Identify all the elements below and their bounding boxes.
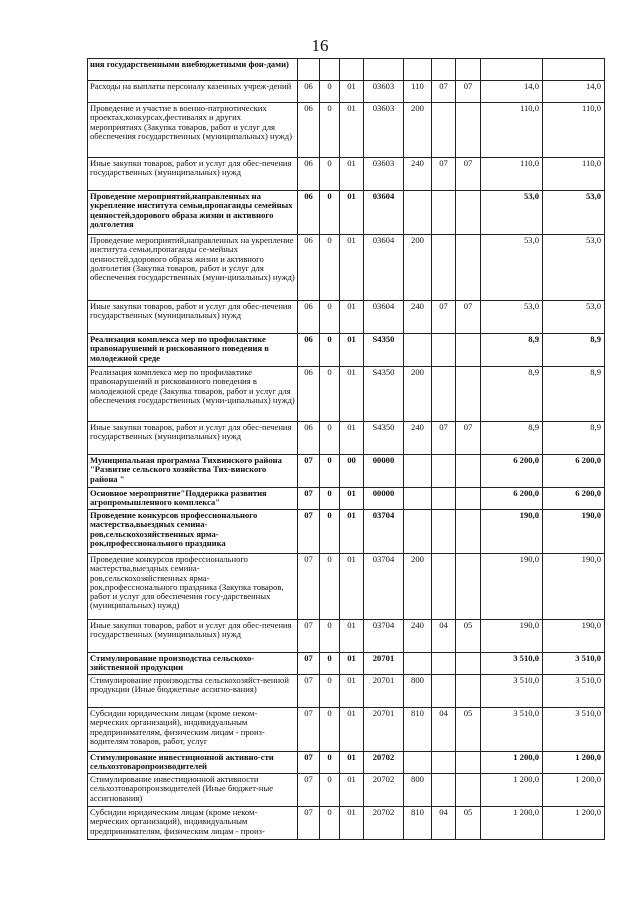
row-value-2: 6 200,0 bbox=[543, 488, 605, 510]
row-value-1: 110,0 bbox=[481, 158, 543, 191]
row-value-2: 8,9 bbox=[543, 367, 605, 422]
row-pr bbox=[456, 488, 481, 510]
row-value-2: 1 200,0 bbox=[543, 752, 605, 774]
row-pr bbox=[456, 334, 481, 367]
row-value-1 bbox=[481, 59, 543, 81]
table-row bbox=[88, 752, 605, 774]
row-pr bbox=[456, 103, 481, 158]
row-value-2: 1 200,0 bbox=[543, 807, 605, 840]
row-name: Расходы на выплаты персоналу казенных учреж-дений bbox=[88, 81, 298, 103]
row-value-2: 53,0 bbox=[543, 191, 605, 235]
row-sub-b: 01 bbox=[340, 334, 364, 367]
row-sub-b: 01 bbox=[340, 554, 364, 620]
row-expense-type bbox=[404, 488, 432, 510]
row-section: 06 bbox=[298, 191, 320, 235]
row-value-2: 110,0 bbox=[543, 103, 605, 158]
row-rz bbox=[432, 59, 456, 81]
table-row bbox=[88, 235, 605, 301]
row-expense-type bbox=[404, 510, 432, 554]
row-sub-b: 01 bbox=[340, 708, 364, 752]
row-rz bbox=[432, 191, 456, 235]
row-sub-b: 01 bbox=[340, 653, 364, 675]
row-value-2: 53,0 bbox=[543, 301, 605, 334]
row-code: 00000 bbox=[364, 455, 404, 488]
row-sub-b: 01 bbox=[340, 235, 364, 301]
row-code bbox=[364, 59, 404, 81]
row-name: Реализация комплекса мер по профилактике правонарушений и рискованного поведения в молодежной среде bbox=[88, 334, 298, 367]
row-value-2: 3 510,0 bbox=[543, 708, 605, 752]
row-section: 06 bbox=[298, 422, 320, 455]
row-pr: 05 bbox=[456, 620, 481, 653]
row-expense-type bbox=[404, 653, 432, 675]
row-section: 06 bbox=[298, 235, 320, 301]
row-rz bbox=[432, 488, 456, 510]
table-row bbox=[88, 158, 605, 191]
row-sub-b: 01 bbox=[340, 103, 364, 158]
row-value-2: 8,9 bbox=[543, 422, 605, 455]
row-value-1: 3 510,0 bbox=[481, 675, 543, 708]
row-rz bbox=[432, 103, 456, 158]
row-sub-b: 01 bbox=[340, 488, 364, 510]
row-value-1: 1 200,0 bbox=[481, 752, 543, 774]
table-row bbox=[88, 774, 605, 807]
budget-table bbox=[87, 58, 605, 840]
row-expense-type: 200 bbox=[404, 554, 432, 620]
row-sub-a: 0 bbox=[320, 367, 340, 422]
table-row bbox=[88, 301, 605, 334]
row-sub-b: 01 bbox=[340, 675, 364, 708]
row-value-1: 3 510,0 bbox=[481, 653, 543, 675]
row-value-2: 6 200,0 bbox=[543, 455, 605, 488]
row-sub-a bbox=[320, 59, 340, 81]
row-value-2: 190,0 bbox=[543, 554, 605, 620]
row-sub-b bbox=[340, 59, 364, 81]
row-name: Иные закупки товаров, работ и услуг для обес-печения государственных (муниципальных) нужд bbox=[88, 620, 298, 653]
row-value-2: 8,9 bbox=[543, 334, 605, 367]
row-expense-type: 240 bbox=[404, 158, 432, 191]
row-pr bbox=[456, 235, 481, 301]
row-rz: 07 bbox=[432, 158, 456, 191]
table-row bbox=[88, 510, 605, 554]
row-value-2 bbox=[543, 59, 605, 81]
row-rz bbox=[432, 367, 456, 422]
row-pr bbox=[456, 653, 481, 675]
row-value-1: 8,9 bbox=[481, 334, 543, 367]
row-expense-type: 240 bbox=[404, 620, 432, 653]
row-code: 03603 bbox=[364, 81, 404, 103]
table-row bbox=[88, 367, 605, 422]
row-sub-a: 0 bbox=[320, 235, 340, 301]
row-section: 07 bbox=[298, 455, 320, 488]
row-value-1: 8,9 bbox=[481, 367, 543, 422]
row-expense-type bbox=[404, 59, 432, 81]
row-expense-type: 110 bbox=[404, 81, 432, 103]
row-code: S4350 bbox=[364, 367, 404, 422]
row-pr bbox=[456, 675, 481, 708]
row-code: 03704 bbox=[364, 510, 404, 554]
row-expense-type: 810 bbox=[404, 708, 432, 752]
row-value-2: 14,0 bbox=[543, 81, 605, 103]
row-code: S4350 bbox=[364, 334, 404, 367]
row-code: 03604 bbox=[364, 191, 404, 235]
row-section bbox=[298, 59, 320, 81]
row-value-2: 190,0 bbox=[543, 620, 605, 653]
row-name: Субсидии юридическим лицам (кроме неком-мерческих организаций), индивидуальным предпринимателям, физическим лицам - произ- bbox=[88, 807, 298, 840]
table-row bbox=[88, 103, 605, 158]
row-sub-b: 01 bbox=[340, 807, 364, 840]
row-sub-b: 01 bbox=[340, 301, 364, 334]
row-rz bbox=[432, 510, 456, 554]
row-name: Основное мероприятие"Поддержка развития агропромышленного комплекса" bbox=[88, 488, 298, 510]
row-value-2: 1 200,0 bbox=[543, 774, 605, 807]
table-row bbox=[88, 675, 605, 708]
table-row bbox=[88, 807, 605, 840]
table-row bbox=[88, 81, 605, 103]
row-section: 07 bbox=[298, 653, 320, 675]
row-rz bbox=[432, 455, 456, 488]
row-sub-a: 0 bbox=[320, 81, 340, 103]
table-row bbox=[88, 554, 605, 620]
row-value-2: 190,0 bbox=[543, 510, 605, 554]
row-rz: 04 bbox=[432, 620, 456, 653]
row-sub-a: 0 bbox=[320, 774, 340, 807]
row-name: Субсидии юридическим лицам (кроме неком-мерческих организаций), индивидуальным предпринимателям, физическим лицам - произ-водителям товаров, работ, услуг bbox=[88, 708, 298, 752]
row-sub-a: 0 bbox=[320, 191, 340, 235]
row-section: 07 bbox=[298, 807, 320, 840]
row-expense-type bbox=[404, 191, 432, 235]
row-sub-a: 0 bbox=[320, 554, 340, 620]
row-expense-type: 200 bbox=[404, 367, 432, 422]
row-sub-b: 01 bbox=[340, 158, 364, 191]
row-rz bbox=[432, 774, 456, 807]
row-pr: 07 bbox=[456, 422, 481, 455]
row-sub-a: 0 bbox=[320, 752, 340, 774]
row-code: 03604 bbox=[364, 235, 404, 301]
row-sub-b: 01 bbox=[340, 510, 364, 554]
row-pr: 07 bbox=[456, 81, 481, 103]
row-expense-type: 800 bbox=[404, 774, 432, 807]
row-section: 07 bbox=[298, 675, 320, 708]
row-value-2: 110,0 bbox=[543, 158, 605, 191]
row-sub-b: 01 bbox=[340, 774, 364, 807]
row-sub-b: 01 bbox=[340, 620, 364, 653]
row-value-1: 190,0 bbox=[481, 510, 543, 554]
row-pr bbox=[456, 367, 481, 422]
row-expense-type: 200 bbox=[404, 103, 432, 158]
row-expense-type bbox=[404, 752, 432, 774]
row-pr: 05 bbox=[456, 807, 481, 840]
row-sub-a: 0 bbox=[320, 807, 340, 840]
row-name: Проведение мероприятий,направленных на укрепление института семьи,пропаганды семейных ценностей,здорового образа жизни и активного долголетия bbox=[88, 191, 298, 235]
row-name: Стимулирование производства сельскохо-зяйственной продукции bbox=[88, 653, 298, 675]
row-section: 07 bbox=[298, 708, 320, 752]
row-rz bbox=[432, 675, 456, 708]
table-row bbox=[88, 653, 605, 675]
row-rz bbox=[432, 653, 456, 675]
row-expense-type: 800 bbox=[404, 675, 432, 708]
row-rz: 07 bbox=[432, 81, 456, 103]
row-code: 20702 bbox=[364, 774, 404, 807]
row-expense-type bbox=[404, 455, 432, 488]
row-sub-a: 0 bbox=[320, 708, 340, 752]
row-name: Проведение конкурсов профессионального мастерства,выездных семина-ров,сельскохозяйственных ярма-рок,профессионального праздника (Закупка товаров, работ и услуг для обеспечения госу-дарственных (муниципальных) нужд) bbox=[88, 554, 298, 620]
row-pr: 07 bbox=[456, 301, 481, 334]
row-value-1: 8,9 bbox=[481, 422, 543, 455]
row-name: Стимулирование инвестиционной активно-сти сельхозтоваропроизводителей bbox=[88, 752, 298, 774]
row-sub-b: 01 bbox=[340, 81, 364, 103]
table-row bbox=[88, 191, 605, 235]
row-expense-type: 240 bbox=[404, 422, 432, 455]
row-value-2: 3 510,0 bbox=[543, 653, 605, 675]
row-sub-a: 0 bbox=[320, 620, 340, 653]
row-section: 06 bbox=[298, 367, 320, 422]
row-section: 06 bbox=[298, 158, 320, 191]
row-sub-a: 0 bbox=[320, 510, 340, 554]
row-rz bbox=[432, 554, 456, 620]
row-value-1: 14,0 bbox=[481, 81, 543, 103]
row-code: S4350 bbox=[364, 422, 404, 455]
row-value-2: 3 510,0 bbox=[543, 675, 605, 708]
row-sub-b: 01 bbox=[340, 191, 364, 235]
row-value-1: 3 510,0 bbox=[481, 708, 543, 752]
row-pr bbox=[456, 191, 481, 235]
row-sub-a: 0 bbox=[320, 675, 340, 708]
row-sub-a: 0 bbox=[320, 103, 340, 158]
row-name: Проведение и участие в военно-патриотических проектах,конкурсах,фестивалях и других мероприятиях (Закупка товаров, работ и услуг для обеспечения государственных (муниципальных) нужд) bbox=[88, 103, 298, 158]
row-value-1: 6 200,0 bbox=[481, 455, 543, 488]
row-pr: 05 bbox=[456, 708, 481, 752]
row-value-1: 190,0 bbox=[481, 554, 543, 620]
row-value-1: 1 200,0 bbox=[481, 774, 543, 807]
row-rz bbox=[432, 334, 456, 367]
table-row bbox=[88, 334, 605, 367]
row-code: 03603 bbox=[364, 158, 404, 191]
row-code: 03704 bbox=[364, 554, 404, 620]
row-section: 07 bbox=[298, 620, 320, 653]
row-expense-type: 200 bbox=[404, 235, 432, 301]
row-rz: 07 bbox=[432, 422, 456, 455]
row-expense-type: 810 bbox=[404, 807, 432, 840]
row-name: Стимулирование инвестиционной активности сельхозтоваропроизводителей (Иные бюджет-ные ассигнования) bbox=[88, 774, 298, 807]
row-code: 20702 bbox=[364, 752, 404, 774]
row-sub-a: 0 bbox=[320, 301, 340, 334]
row-expense-type: 240 bbox=[404, 301, 432, 334]
row-value-1: 6 200,0 bbox=[481, 488, 543, 510]
row-sub-a: 0 bbox=[320, 653, 340, 675]
row-pr bbox=[456, 59, 481, 81]
row-section: 06 bbox=[298, 334, 320, 367]
row-sub-a: 0 bbox=[320, 422, 340, 455]
row-rz bbox=[432, 752, 456, 774]
row-value-1: 1 200,0 bbox=[481, 807, 543, 840]
row-section: 07 bbox=[298, 488, 320, 510]
row-code: 20702 bbox=[364, 807, 404, 840]
row-pr bbox=[456, 455, 481, 488]
row-section: 06 bbox=[298, 301, 320, 334]
table-row bbox=[88, 708, 605, 752]
row-rz: 04 bbox=[432, 807, 456, 840]
row-sub-b: 01 bbox=[340, 752, 364, 774]
row-value-1: 53,0 bbox=[481, 235, 543, 301]
row-value-1: 110,0 bbox=[481, 103, 543, 158]
row-pr bbox=[456, 554, 481, 620]
row-sub-b: 00 bbox=[340, 455, 364, 488]
row-sub-b: 01 bbox=[340, 422, 364, 455]
row-sub-a: 0 bbox=[320, 455, 340, 488]
table-row bbox=[88, 422, 605, 455]
table-row bbox=[88, 620, 605, 653]
page-number: 16 bbox=[311, 36, 329, 55]
row-expense-type bbox=[404, 334, 432, 367]
row-name: Иные закупки товаров, работ и услуг для обес-печения государственных (муниципальных) нужд bbox=[88, 422, 298, 455]
row-section: 07 bbox=[298, 510, 320, 554]
row-rz: 07 bbox=[432, 301, 456, 334]
row-pr bbox=[456, 774, 481, 807]
row-name: Иные закупки товаров, работ и услуг для обес-печения государственных (муниципальных) нужд bbox=[88, 158, 298, 191]
row-code: 20701 bbox=[364, 708, 404, 752]
row-section: 07 bbox=[298, 774, 320, 807]
row-rz: 04 bbox=[432, 708, 456, 752]
row-name: Стимулирование производства сельскохозяйст-венной продукции (Иные бюджетные ассигно-вания) bbox=[88, 675, 298, 708]
row-value-1: 53,0 bbox=[481, 191, 543, 235]
row-pr: 07 bbox=[456, 158, 481, 191]
row-pr bbox=[456, 752, 481, 774]
row-name: Проведение конкурсов профессионального мастерства,выездных семина-ров,сельскохозяйственных ярма-рок,профессионального праздника bbox=[88, 510, 298, 554]
row-name: Проведение мероприятий,направленных на укрепление института семьи,пропаганды се-мейных ценностей,здорового образа жизни и активного долголетия (Закупка товаров, работ и услуг для обеспечения государственных (муни-ципальных) нужд) bbox=[88, 235, 298, 301]
row-section: 07 bbox=[298, 554, 320, 620]
row-value-1: 190,0 bbox=[481, 620, 543, 653]
row-name: Муниципальная программа Тихвинского района "Развитие сельского хозяйства Тих-винского района " bbox=[88, 455, 298, 488]
row-name: ния государственными внебюджетными фон-дами) bbox=[88, 59, 298, 81]
row-value-1: 53,0 bbox=[481, 301, 543, 334]
table-row bbox=[88, 488, 605, 510]
row-sub-a: 0 bbox=[320, 158, 340, 191]
row-pr bbox=[456, 510, 481, 554]
table-row bbox=[88, 59, 605, 81]
row-sub-a: 0 bbox=[320, 334, 340, 367]
row-code: 20701 bbox=[364, 653, 404, 675]
row-section: 06 bbox=[298, 103, 320, 158]
row-code: 03604 bbox=[364, 301, 404, 334]
row-value-2: 53,0 bbox=[543, 235, 605, 301]
row-sub-b: 01 bbox=[340, 367, 364, 422]
row-section: 06 bbox=[298, 81, 320, 103]
row-code: 00000 bbox=[364, 488, 404, 510]
row-name: Реализация комплекса мер по профилактике правонарушений и рискованного поведения в молодежной среде (Закупка товаров, работ и услуг для обеспечения государственных (муни-ципальных) нужд) bbox=[88, 367, 298, 422]
row-code: 03603 bbox=[364, 103, 404, 158]
table-row bbox=[88, 455, 605, 488]
row-sub-a: 0 bbox=[320, 488, 340, 510]
row-rz bbox=[432, 235, 456, 301]
row-code: 20701 bbox=[364, 675, 404, 708]
row-code: 03704 bbox=[364, 620, 404, 653]
row-section: 07 bbox=[298, 752, 320, 774]
row-name: Иные закупки товаров, работ и услуг для обес-печения государственных (муниципальных) нужд bbox=[88, 301, 298, 334]
